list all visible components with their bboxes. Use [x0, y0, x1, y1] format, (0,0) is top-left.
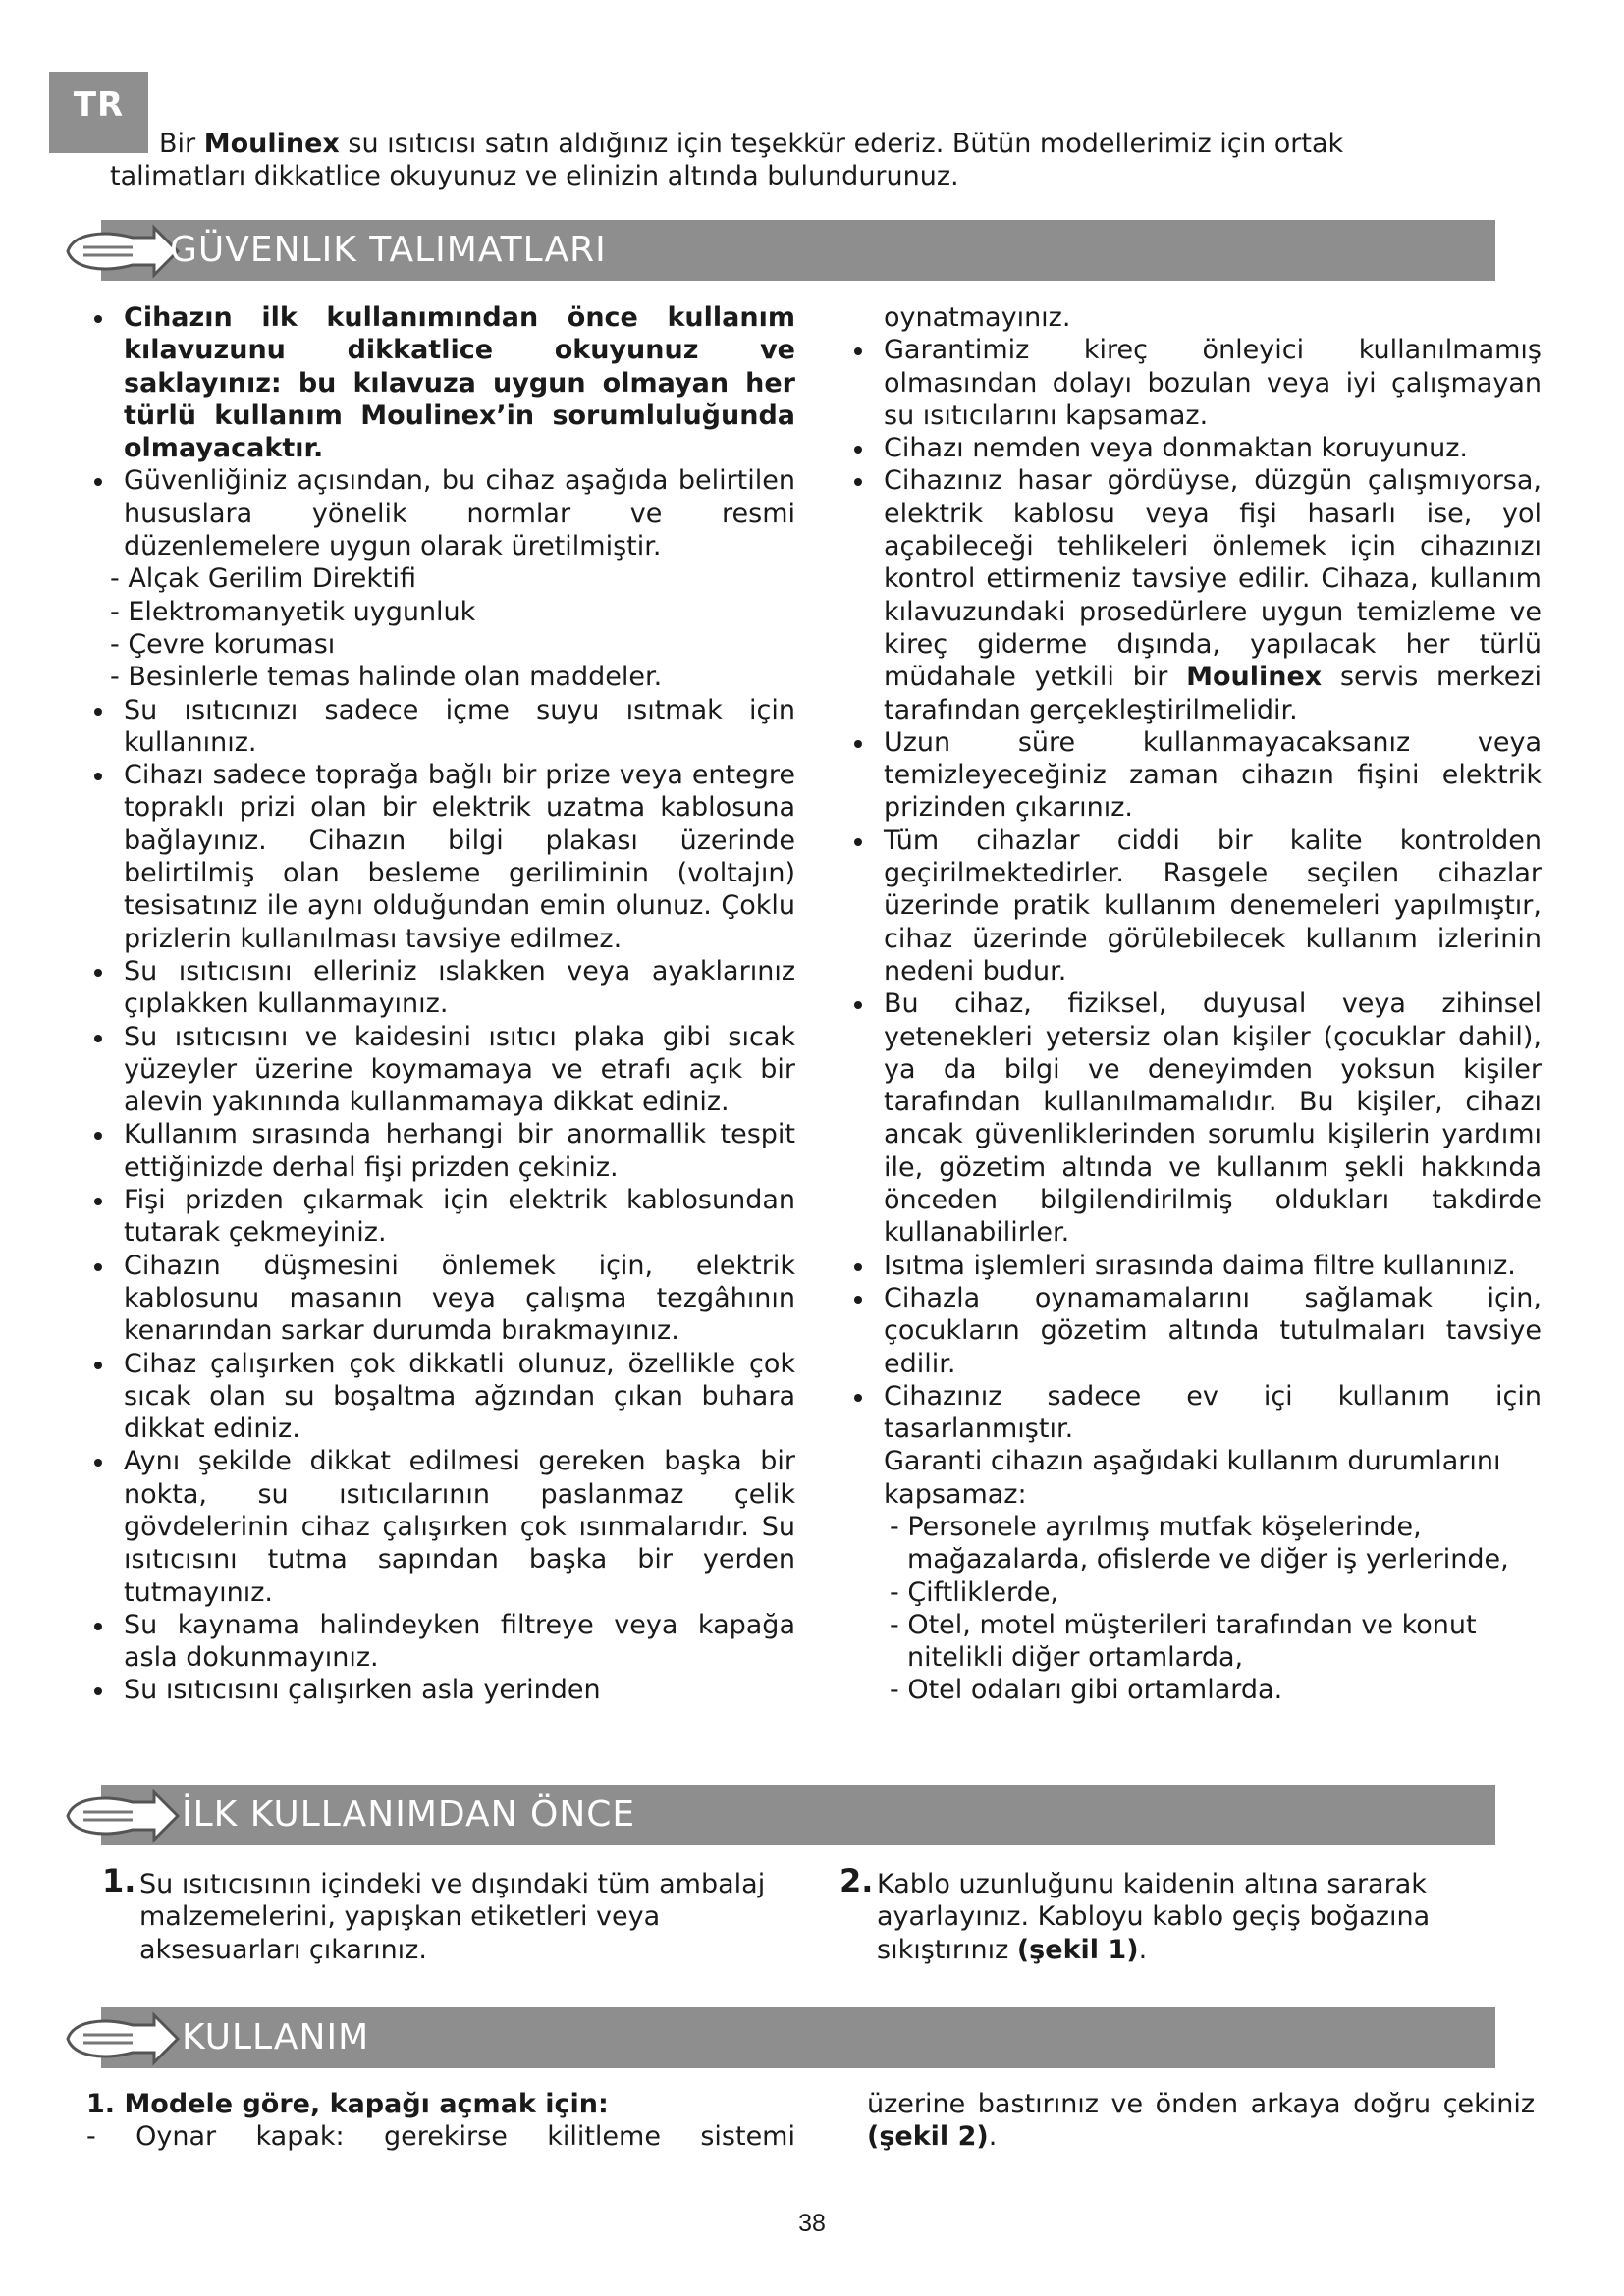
- warranty-exclusion: - Otel odaları gibi ortamlarda.: [890, 1675, 1283, 1706]
- safety-item: Cihazı sadece toprağa bağlı bir prize veya entegre topraklı prizi olan bir elektrik uzatma kablosuna bağlayınız. Cihazın bilgi plakası üzerinde belirtilmiş olan besleme geriliminin (voltajın) tesisatınız ile aynı olduğundan emin olunuz. Çoklu prizlerin kullanılması tavsiye edilmez.: [86, 759, 795, 955]
- step-number: 1.: [102, 1862, 136, 1899]
- safety-item-text: Cihazınız hasar gördüyse, düzgün çalışmıyorsa, elektrik kablosu veya fişi hasarlı ise, yol açabileceği tehlikeleri önlemek için cihazınızı kontrol ettirmeniz tavsiye edilir. Cihaza, kullanım kılavuzundaki prosedürlere uygun temizleme ve kireç giderme dışında, yapılacak her türlü müdahale yetkili bir: [884, 465, 1542, 693]
- safety-item: Garantimiz kireç önleyici kullanılmamış olmasından dolayı bozulan veya iyi çalışmayan su ısıtıcılarını kapsamaz.: [846, 334, 1542, 432]
- safety-item: Uzun süre kullanmayacaksanız veya temizleyeceğiniz zaman cihazın fişini elektrik prizinden çıkarınız.: [846, 726, 1542, 825]
- usage-heading: 1. Modele göre, kapağı açmak için:: [86, 2089, 609, 2119]
- safety-item: Su ısıtıcısını ve kaidesini ısıtıcı plaka gibi sıcak yüzeyler üzerine koymamaya ve etrafı açık bir alevin yakınında kullanmamaya dikkat ediniz.: [86, 1021, 795, 1119]
- safety-item: Cihazla oynamamalarını sağlamak için, çocukların gözetim altında tutulmaları tavsiye edilir.: [846, 1282, 1542, 1380]
- figure-reference: (şekil 1): [1016, 1934, 1139, 1965]
- usage-text-part: üzerine bastırınız ve önden arkaya doğru çekiniz: [867, 2089, 1535, 2119]
- step-text: Su ısıtıcısının içindeki ve dışındaki tüm ambalaj malzemelerini, yapışkan etiketleri veya aksesuarları çıkarınız.: [139, 1869, 766, 1965]
- safety-item: Cihazın düşmesini önlemek için, elektrik kablosunu masanın veya çalışma tezgâhının kenarından sarkar durumda bırakmayınız.: [86, 1250, 795, 1348]
- safety-left-column: [86, 301, 795, 1707]
- intro-line1-rest: su ısıtıcısı satın aldığınız için teşekkür ederiz. Bütün modellerimiz için ortak: [339, 129, 1344, 159]
- usage-title: KULLANIM: [182, 2017, 370, 2057]
- warranty-exclusion: - Personele ayrılmış mutfak köşelerinde, mağazalarda, ofislerde ve diğer iş yerlerinde,: [890, 1511, 1509, 1575]
- intro-brand: Moulinex: [203, 129, 340, 159]
- first-use-step: [839, 1862, 1488, 1966]
- intro-prefix: Bir: [159, 129, 204, 159]
- hand-arrow-icon: [64, 1787, 182, 1845]
- step-number: 2.: [839, 1862, 874, 1899]
- safety-item: [846, 464, 1542, 725]
- safety-item: Su ısıtıcısını elleriniz ıslakken veya ayaklarınız çıplakken kullanmayınız.: [86, 955, 795, 1021]
- safety-right-column: [846, 301, 1542, 1707]
- language-badge: TR: [49, 72, 148, 153]
- safety-item: Fişi prizden çıkarmak için elektrik kablosundan tutarak çekmeyiniz.: [86, 1184, 795, 1250]
- usage-left-column: [86, 2088, 795, 2154]
- warranty-exclusion: - Çiftliklerde,: [890, 1576, 1059, 1608]
- safety-item: Isıtma işlemleri sırasında daima filtre kullanınız.: [846, 1250, 1542, 1282]
- usage-section-header: [101, 2007, 1495, 2068]
- safety-item-text: servis merkezi tarafından gerçekleştirilmelidir.: [884, 662, 1542, 725]
- usage-right-column: [867, 2088, 1535, 2154]
- hand-arrow-icon: [64, 2009, 182, 2068]
- safety-item: Bu cihaz, fiziksel, duyusal veya zihinsel yetenekleri yetersiz olan kişiler (çocuklar dahil), ya da bilgi ve deneyimden yoksun kişiler tarafından kullanılmamalıdır. Bu kişiler, cihazı ancak güvenliklerinden sorumlu kişilerin yardımı ile, gözetim altında ve kullanım şekli hakkında önceden bilgilendirilmiş oldukları takdirde kullanabilirler.: [846, 988, 1542, 1249]
- safety-item: Su ısıtıcınızı sadece içme suyu ısıtmak için kullanınız.: [86, 694, 795, 760]
- safety-item: Cihazınız sadece ev içi kullanım için tasarlanmıştır.: [846, 1380, 1542, 1446]
- norm-item: - Çevre koruması: [110, 628, 336, 660]
- safety-item: Su kaynama halindeyken filtreye veya kapağa asla dokunmayınız.: [86, 1609, 795, 1675]
- intro-line2: talimatları dikkatlice okuyunuz ve elinizin altında bulundurunuz.: [110, 161, 959, 191]
- first-use-section-header: [101, 1785, 1495, 1845]
- step-text: [839, 1868, 1488, 1966]
- safety-item: Kullanım sırasında herhangi bir anormallik tespit ettiğinizde derhal fişi prizden çekiniz.: [86, 1118, 795, 1184]
- safety-item: Cihaz çalışırken çok dikkatli olunuz, özellikle çok sıcak olan su boşaltma ağzından çıkan buhara dikkat ediniz.: [86, 1348, 795, 1446]
- safety-item: Tüm cihazlar ciddi bir kalite kontrolden geçirilmektedirler. Rasgele seçilen cihazlar üzerinde pratik kullanım denemeleri yapılmıştır, cihaz üzerinde görülebilecek kullanım izlerinin nedeni budur.: [846, 825, 1542, 988]
- usage-text-part: .: [988, 2121, 998, 2153]
- step-text-part: .: [1138, 1934, 1148, 1965]
- safety-item: Cihazı nemden veya donmaktan koruyunuz.: [846, 432, 1542, 464]
- first-use-step: [102, 1862, 770, 1966]
- safety-item: Güvenliğiniz açısından, bu cihaz aşağıda belirtilen hususlara yönelik normlar ve resmi düzenlemelere uygun olarak üretilmiştir.: [86, 464, 795, 562]
- safety-continuation: oynatmayınız.: [884, 302, 1071, 333]
- warranty-note: Garanti cihazın aşağıdaki kullanım durumlarını kapsamaz:: [884, 1446, 1501, 1510]
- safety-section-header: [101, 220, 1495, 281]
- safety-item: Cihazın ilk kullanımından önce kullanım kılavuzunu dikkatlice okuyunuz ve saklayınız: bu kılavuza uygun olmayan her türlü kullanım Moulinex’in sorumluluğunda olmayacaktır.: [86, 301, 795, 464]
- norm-item: - Alçak Gerilim Direktifi: [110, 563, 417, 595]
- step-text-part: Kablo uzunluğunu kaidenin altına sararak ayarlayınız. Kabloyu kablo geçiş boğazına sıkıştırınız: [877, 1869, 1431, 1965]
- usage-text: [867, 2088, 1535, 2154]
- safety-item: Aynı şekilde dikkat edilmesi gereken başka bir nokta, su ısıtıcılarının paslanmaz çelik gövdelerinin cihaz çalışırken çok ısınmalarıdır. Su ısıtıcısını tutma sapından başka bir yerden tutmayınız.: [86, 1445, 795, 1608]
- norm-item: - Besinlerle temas halinde olan maddeler.: [110, 662, 663, 693]
- hand-arrow-icon: [64, 222, 182, 281]
- norm-item: - Elektromanyetik uygunluk: [110, 596, 476, 627]
- page-number: 38: [798, 2210, 826, 2237]
- safety-title: GÜVENLIK TALIMATLARI: [170, 230, 607, 270]
- first-use-title: İLK KULLANIMDAN ÖNCE: [182, 1794, 636, 1835]
- figure-reference: (şekil 2): [867, 2121, 989, 2153]
- brand-name: Moulinex: [1186, 662, 1323, 693]
- safety-item: Su ısıtıcısını çalışırken asla yerinden: [86, 1674, 795, 1706]
- warranty-exclusion: - Otel, motel müşterileri tarafından ve konut nitelikli diğer ortamlarda,: [890, 1609, 1477, 1674]
- usage-text: - Oynar kapak: gerekirse kilitleme sistemi: [86, 2121, 795, 2153]
- intro-paragraph: [110, 128, 1485, 192]
